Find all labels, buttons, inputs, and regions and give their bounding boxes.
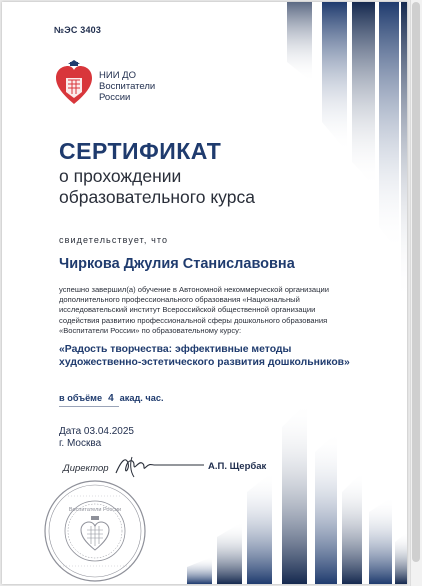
director-label: Директор [63,463,109,474]
subtitle-line: образовательного курса [59,187,255,207]
organization-stamp [38,476,152,584]
completion-text [59,285,389,336]
recipient-name: Чиркова Джулия Станиславовна [59,256,295,272]
body-line: дополнительного профессионального образования «Национальный [59,295,300,305]
course-title [59,344,350,369]
volume-underline [59,406,119,407]
body-line: исследовательский институт Всероссийской общественной организации [59,305,316,315]
course-volume [59,393,164,404]
stamp-text: Воспитатели России [68,507,122,513]
logo-text [99,70,155,103]
volume-prefix: в объёме [59,393,103,403]
course-line: «Радость творчества: эффективные методы [59,344,292,355]
logo-line: Воспитатели [99,81,156,92]
volume-hours: 4 [108,393,114,404]
volume-unit: акад. час. [119,393,164,403]
logo-line: НИИ ДО [99,70,136,81]
logo-line: России [99,92,131,103]
body-line: успешно завершил(а) обучение в Автономной некоммерческой организации [59,285,329,294]
certificate-number: №ЭС 3403 [54,25,102,35]
scrollbar-thumb[interactable] [412,2,420,562]
certificate-subtitle [59,166,255,208]
body-line: «Воспитатели России» по образовательному курсу: [59,325,242,335]
certificate-title: СЕРТИФИКАТ [59,138,222,164]
logo-heart-icon [54,60,94,106]
body-line: содействия развитию профессиональной сферы дошкольного образования [59,315,328,325]
organization-logo [54,60,194,110]
director-name: А.П. Щербак [208,461,267,472]
issue-city: г. Москва [59,438,102,449]
vertical-scrollbar[interactable] [410,0,422,586]
subtitle-line: о прохождении [59,166,182,186]
certificate-page [2,2,407,584]
issue-date: Дата 03.04.2025 [59,426,134,437]
course-line: художественно-эстетического развития дошкольников» [59,356,350,368]
witness-text: свидетельствует, что [59,235,169,245]
